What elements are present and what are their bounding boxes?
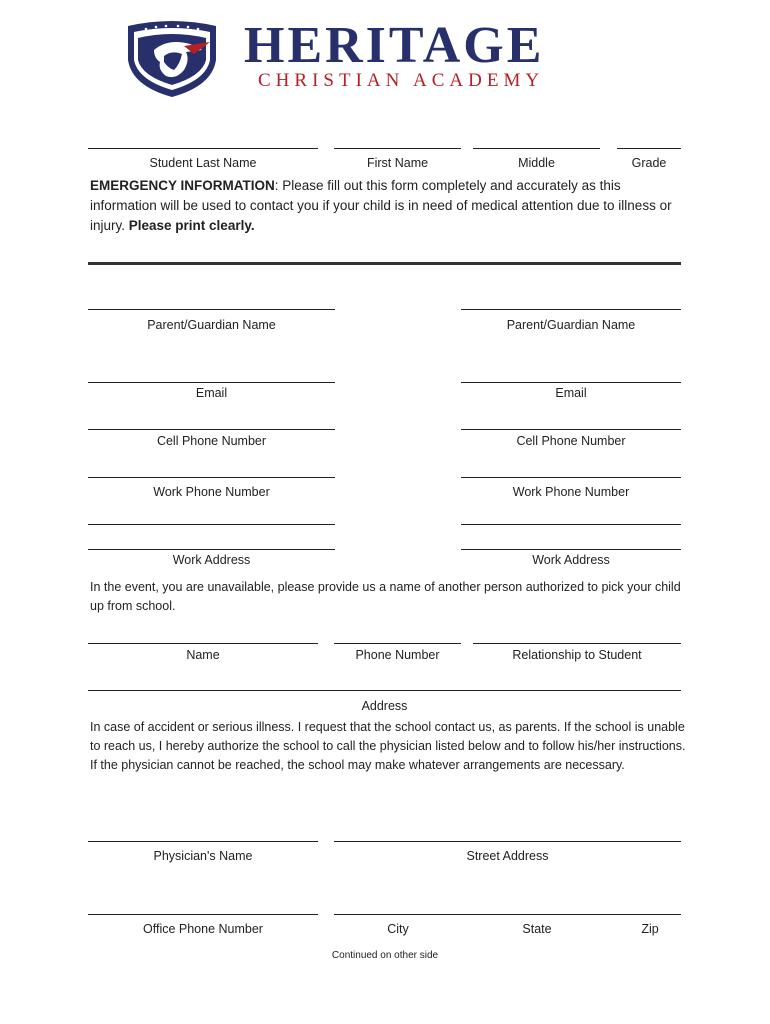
parent1-email-line[interactable] — [88, 382, 335, 383]
physician-city-state-zip-line[interactable] — [334, 914, 681, 915]
continued-note: Continued on other side — [331, 950, 439, 961]
section-divider — [88, 262, 681, 265]
parent1-cell-line[interactable] — [88, 429, 335, 430]
physician-street-line[interactable] — [334, 841, 681, 842]
print-clearly-note: Please print clearly. — [128, 218, 255, 233]
authorization-text: In case of accident or serious illness. I request that the school contact us, as parents. If the school is unable to reach us, I hereby authorize the school to call the physician listed below and to follow his/her instructions. If the physician cannot be reached, the school may make whatever arrangements are necessary. — [90, 720, 686, 772]
parent1-work-address-label: Work Address — [172, 553, 251, 567]
parent1-work-address-line1[interactable] — [88, 524, 335, 525]
grade-line[interactable] — [617, 148, 681, 149]
middle-name-line[interactable] — [473, 148, 600, 149]
alternate-name-label: Name — [186, 648, 220, 662]
parent1-work-phone-label: Work Phone Number — [153, 485, 270, 499]
alternate-name-line[interactable] — [88, 643, 318, 644]
parent1-work-phone-line[interactable] — [88, 477, 335, 478]
alternate-address-label: Address — [361, 699, 408, 713]
physician-name-label: Physician's Name — [153, 849, 253, 863]
physician-city-label: City — [387, 922, 409, 936]
middle-name-label: Middle — [518, 156, 555, 170]
parent2-work-address-line2[interactable] — [461, 549, 681, 550]
parent2-email-line[interactable] — [461, 382, 681, 383]
physician-office-phone-label: Office Phone Number — [143, 922, 263, 936]
physician-street-label: Street Address — [466, 849, 549, 863]
parent2-work-phone-label: Work Phone Number — [512, 485, 630, 499]
parent2-cell-line[interactable] — [461, 429, 681, 430]
alternate-instructions: In the event, you are unavailable, please provide us a name of another person authorized to pick your child up from school. — [90, 580, 681, 613]
parent1-name-label: Parent/Guardian Name — [147, 318, 276, 332]
physician-name-line[interactable] — [88, 841, 318, 842]
alternate-address-line[interactable] — [88, 690, 681, 691]
parent2-work-address-label: Work Address — [532, 553, 610, 567]
parent2-cell-label: Cell Phone Number — [516, 434, 626, 448]
parent1-cell-label: Cell Phone Number — [156, 434, 267, 448]
parent2-name-line[interactable] — [461, 309, 681, 310]
parent1-email-label: Email — [195, 386, 228, 400]
parent2-work-address-line1[interactable] — [461, 524, 681, 525]
physician-state-label: State — [522, 922, 552, 936]
first-name-label: First Name — [366, 156, 429, 170]
grade-label: Grade — [631, 156, 667, 170]
parent2-email-label: Email — [555, 386, 587, 400]
alternate-phone-line[interactable] — [334, 643, 461, 644]
alternate-phone-label: Phone Number — [355, 648, 440, 662]
physician-zip-label: Zip — [641, 922, 659, 936]
school-subtitle: CHRISTIAN ACADEMY — [258, 70, 545, 91]
first-name-line[interactable] — [334, 148, 461, 149]
physician-office-phone-line[interactable] — [88, 914, 318, 915]
school-name: HERITAGE — [244, 17, 545, 74]
alternate-relationship-label: Relationship to Student — [512, 648, 642, 662]
parent2-work-phone-line[interactable] — [461, 477, 681, 478]
emergency-intro — [90, 176, 690, 236]
student-last-name-label: Student Last Name — [149, 156, 257, 170]
emergency-intro-text: : Please fill out this form completely and accurately as this information will be used to contact you if your child is in need of medical attention due to illness or injury. — [90, 178, 672, 233]
student-last-name-line[interactable] — [88, 148, 318, 149]
alternate-relationship-line[interactable] — [473, 643, 681, 644]
shield-crest-icon — [124, 20, 220, 98]
school-logo — [124, 20, 220, 98]
parent1-work-address-line2[interactable] — [88, 549, 335, 550]
parent2-name-label: Parent/Guardian Name — [506, 318, 636, 332]
emergency-heading: EMERGENCY INFORMATION — [90, 178, 275, 193]
parent1-name-line[interactable] — [88, 309, 335, 310]
